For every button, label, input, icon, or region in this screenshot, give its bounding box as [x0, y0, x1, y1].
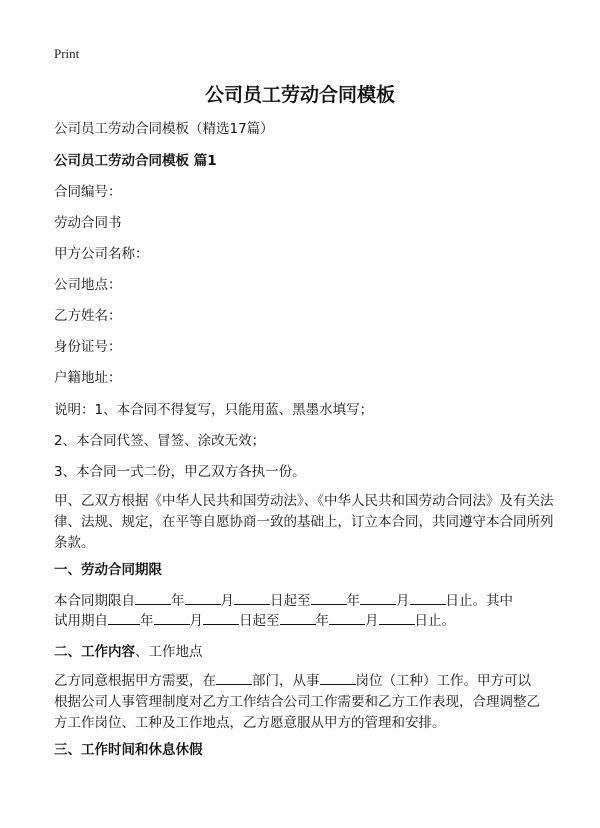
- work-content-part-1: 乙方同意根据甲方需要，在: [54, 673, 216, 689]
- blank-probation-month-start[interactable]: [154, 610, 190, 625]
- from-day-label: 日起至: [239, 613, 280, 629]
- blank-probation-year-end[interactable]: [280, 610, 316, 625]
- party-a-name-field: 甲方公司名称：: [54, 246, 149, 262]
- blank-year-start[interactable]: [135, 590, 171, 605]
- section-heading: 公司员工劳动合同模板 篇1: [54, 153, 217, 169]
- party-b-name-field: 乙方姓名：: [54, 308, 122, 324]
- document-subtitle: 公司员工劳动合同模板（精选17篇）: [54, 121, 274, 137]
- month-label: 月: [220, 593, 234, 609]
- note-1: 说明：1、本合同不得复写，只能用蓝、黑墨水填写；: [54, 402, 374, 418]
- work-content-line-2: 根据公司人事管理制度对乙方工作结合公司工作需要和乙方工作表现，合理调整乙: [54, 694, 540, 710]
- section-3-heading: 三、工作时间和休息休假: [54, 742, 203, 758]
- contract-number-field: 合同编号：: [54, 184, 122, 200]
- section-2-heading-bold: 二、工作内容: [54, 644, 135, 660]
- end-label: 日止。: [414, 613, 455, 629]
- work-content-part-2: 部门，从事: [252, 673, 320, 689]
- work-content-part-3: 岗位（工种）工作。甲方可以: [355, 673, 531, 689]
- note-3: 3、本合同一式二份，甲乙双方各执一份。: [54, 464, 306, 480]
- blank-month-start[interactable]: [185, 590, 221, 605]
- blank-department[interactable]: [216, 670, 252, 685]
- section-1-heading: 一、劳动合同期限: [54, 562, 162, 578]
- section-2-heading: [54, 641, 554, 663]
- work-content-line-1: [54, 670, 554, 692]
- blank-day-start[interactable]: [234, 590, 270, 605]
- among-label: 其中: [486, 593, 513, 609]
- work-content-line-3: 方工作岗位、工种及工作地点，乙方愿意服从甲方的管理和安排。: [54, 715, 446, 731]
- term-prefix: 本合同期限自: [54, 593, 135, 609]
- print-link[interactable]: Print: [54, 46, 80, 61]
- year-label: 年: [140, 613, 154, 629]
- id-number-field: 身份证号：: [54, 339, 122, 355]
- month-label: 月: [396, 593, 410, 609]
- blank-day-end[interactable]: [410, 590, 446, 605]
- blank-probation-day-start[interactable]: [203, 610, 239, 625]
- blank-position[interactable]: [320, 670, 356, 685]
- contract-book-label: 劳动合同书: [54, 215, 122, 231]
- blank-year-end[interactable]: [311, 590, 347, 605]
- note-2: 2、本合同代签、冒签、涂改无效；: [54, 433, 266, 449]
- household-address-field: 户籍地址：: [54, 370, 122, 386]
- blank-probation-day-end[interactable]: [379, 610, 415, 625]
- section-2-heading-rest: 、工作地点: [135, 644, 203, 660]
- company-address-field: 公司地点：: [54, 277, 122, 293]
- document-title: 公司员工劳动合同模板: [204, 84, 395, 106]
- blank-probation-year-start[interactable]: [108, 610, 140, 625]
- year-label: 年: [346, 593, 360, 609]
- term-line-1: [54, 590, 554, 612]
- year-label: 年: [171, 593, 185, 609]
- month-label: 月: [365, 613, 379, 629]
- year-label: 年: [315, 613, 329, 629]
- to-day-label: 日止。: [445, 593, 486, 609]
- from-day-label: 日起至: [270, 593, 311, 609]
- term-line-2: [54, 610, 554, 632]
- month-label: 月: [189, 613, 203, 629]
- intro-paragraph: 甲、乙双方根据《中华人民共和国劳动法》、《中华人民共和国劳动合同法》及有关法律、法规、规定，在平等自愿协商一致的基础上，订立本合同，共同遵守本合同所列条款。: [54, 493, 554, 551]
- probation-prefix: 试用期自: [54, 613, 108, 629]
- blank-month-end[interactable]: [360, 590, 396, 605]
- blank-probation-month-end[interactable]: [329, 610, 365, 625]
